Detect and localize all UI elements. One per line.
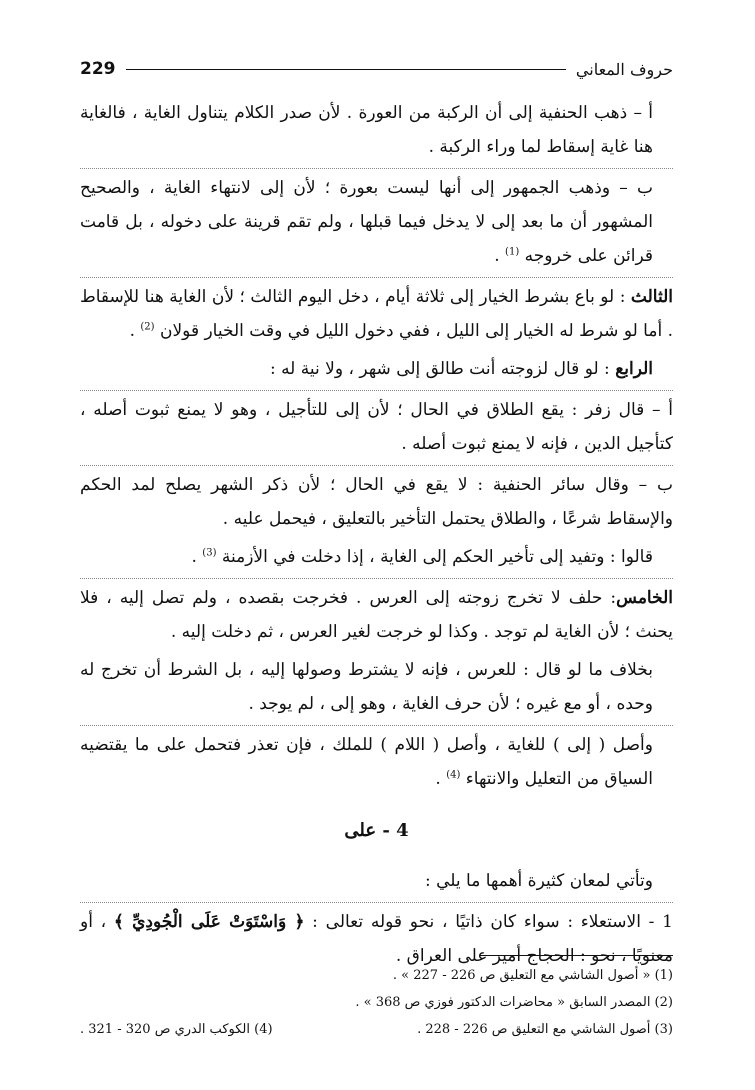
paragraph: 1 - الاستعلاء : سواء كان ذاتيًا ، نحو قوله تعالى : ﴿ وَاسْتَوَتْ عَلَى الْجُودِيِّ ﴾ ، أو معنويًا ، نحو : الحجاج أمير على العراق .	[80, 902, 673, 973]
paragraph: وأصل ( إلى ) للغاية ، وأصل ( اللام ) للملك ، فإن تعذر فتحمل على ما يقتضيه السياق من التعليل والانتهاء $^{(4)}$ .	[80, 725, 673, 796]
footnote-3: (3) أصول الشاشي مع التعليق ص 226 - 228 .	[417, 1022, 673, 1037]
paragraph-lead: الثالث	[630, 287, 673, 307]
footnote-4: (4) الكوكب الدري ص 320 - 321 .	[80, 1022, 273, 1037]
paragraph: الرابع : لو قال لزوجته أنت طالق إلى شهر ، ولا نية له :	[269, 359, 653, 379]
paragraph: قالوا : وتفيد إلى تأخير الحكم إلى الغاية ، إذا دخلت في الأزمنة $^{(3)}$ .	[191, 547, 653, 567]
footnote-rule	[480, 955, 673, 956]
quran-verse: ﴿ وَاسْتَوَتْ عَلَى الْجُودِيِّ ﴾	[113, 912, 305, 932]
paragraph: أ – قال زفر : يقع الطلاق في الحال ؛ لأن إلى للتأجيل ، وهو لا يمنع ثبوت أصله ، كتأجيل الدين ، فإنه لا يمنع ثبوت أصله .	[80, 390, 673, 461]
footnote-ref[interactable]: (3)	[202, 547, 217, 559]
paragraph-lead: الرابع	[615, 359, 653, 379]
paragraph: بخلاف ما لو قال : للعرس ، فإنه لا يشترط وصولها إليه ، بل الشرط أن تخرج له وحده ، أو مع غيره ؛ لأن حرف الغاية ، وهو إلى ، لم يوجد .	[80, 660, 653, 714]
paragraph: وتأتي لمعان كثيرة أهمها ما يلي :	[424, 871, 653, 891]
paragraph-lead: الخامس	[616, 588, 673, 608]
page-body	[80, 96, 673, 977]
page-number: 229	[80, 59, 116, 79]
paragraph: أ – ذهب الحنفية إلى أن الركبة من العورة . لأن صدر الكلام يتناول الغاية ، فالغاية هنا غاية إسقاط لما وراء الركبة .	[80, 103, 653, 157]
footnote-2: (2) المصدر السابق « محاضرات الدكتور فوزي ص 368 » .	[355, 995, 673, 1010]
footnote-ref[interactable]: (2)	[140, 321, 155, 333]
footnote-1: (1) « أصول الشاشي مع التعليق ص 226 - 227 » .	[392, 968, 673, 983]
paragraph: ب – وقال سائر الحنفية : لا يقع في الحال ؛ لأن ذكر الشهر يصلح لمد الحكم والإسقاط شرعًا ، والطلاق يحتمل التأخير بالتعليق ، فيحمل عليه .	[80, 465, 673, 536]
paragraph: الثالث : لو باع بشرط الخيار إلى ثلاثة أيام ، دخل اليوم الثالث ؛ لأن الغاية هنا للإسقاط . أما لو شرط له الخيار إلى الليل ، ففي دخول الليل في وقت الخيار قولان $^{(2)}$ .	[80, 277, 673, 348]
paragraph: ب – وذهب الجمهور إلى أنها ليست بعورة ؛ لأن إلى لانتهاء الغاية ، والصحيح المشهور أن ما بعد إلى لا يدخل فيما قبلها ، ولم تقم قرينة على دخوله ، بل قامت قرائن على خروجه $^{(1)}$ .	[80, 168, 673, 273]
page-header	[80, 55, 673, 83]
running-title: حروف المعاني	[575, 59, 673, 79]
paragraph: الخامس: حلف لا تخرج زوجته إلى العرس . فخرجت بقصده ، ولم تصل إليه ، فلا يحنث ؛ لأن الغاية لم توجد . وكذا لو خرجت لغير العرس ، ثم دخلت إليه .	[80, 578, 673, 649]
footnotes	[80, 962, 673, 1043]
footnote-ref[interactable]: (1)	[505, 246, 520, 258]
header-rule	[126, 69, 566, 70]
section-heading: 4 - على	[344, 820, 409, 841]
footnote-ref[interactable]: (4)	[446, 769, 461, 781]
footnote-row	[80, 1016, 673, 1043]
